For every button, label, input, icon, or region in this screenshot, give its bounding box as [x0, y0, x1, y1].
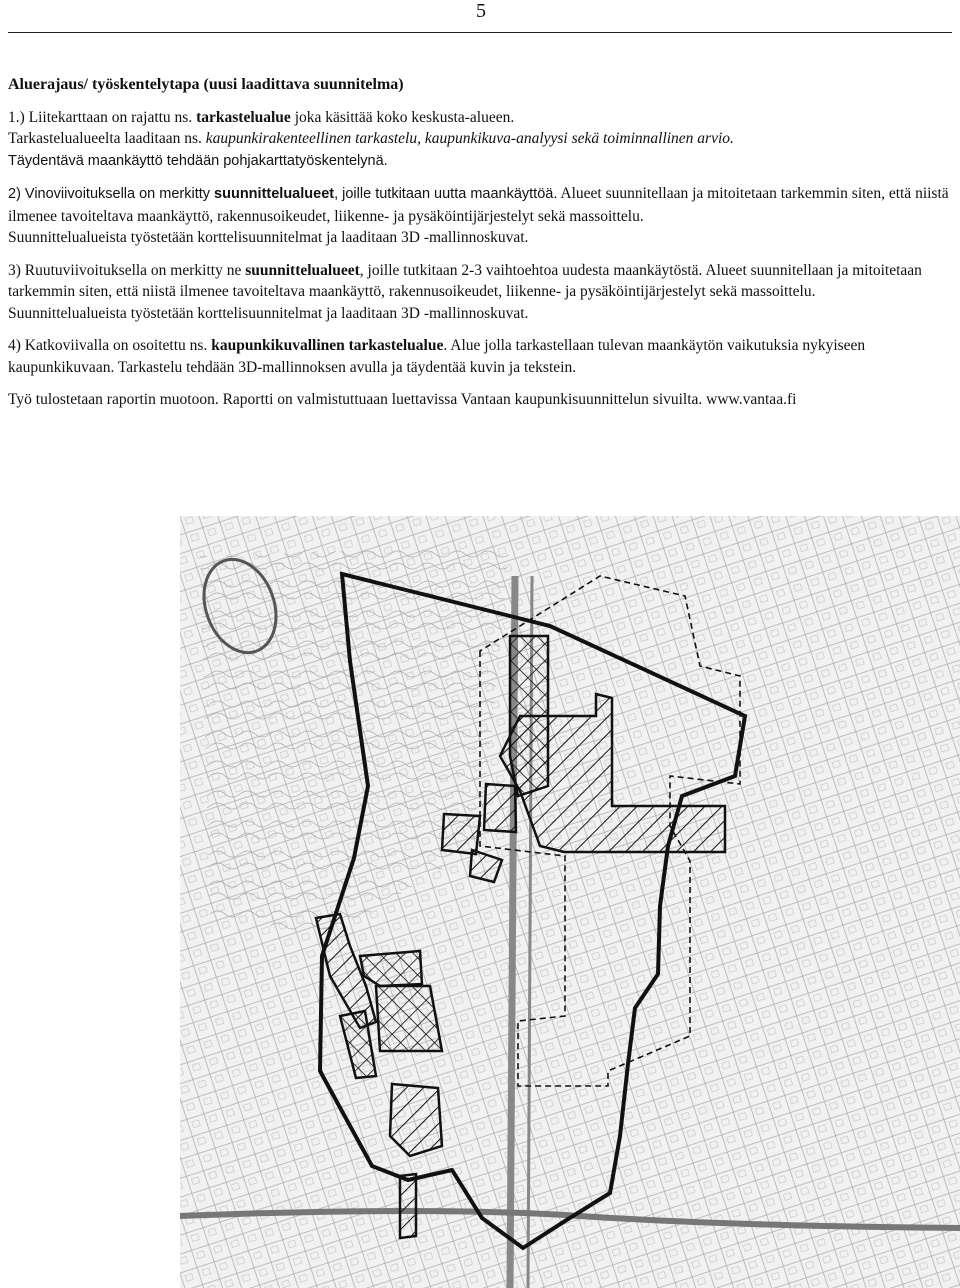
paragraph-5: [8, 389, 952, 411]
page-number: 5: [476, 0, 486, 22]
p3-text-a: 3) Ruutuviivoituksella on merkitty ne: [8, 261, 246, 279]
planning-area-hatched-2: [484, 784, 516, 832]
p4-term-kaupunkikuvallinen: kaupunkikuvallinen tarkastelualue: [211, 337, 444, 354]
paragraph-3: [8, 260, 952, 325]
p1-text-c: joka käsittää koko keskusta-alueen.: [290, 108, 515, 126]
p1-term-tarkastelualue: tarkastelualue: [196, 108, 291, 126]
p2-text-d: Alueet suunnitellaan ja mitoitetaan tarkemmin siten, että niistä ilmenee tavoiteltava maankäyttö, rakennusoikeudet, liikenne- ja pysäköintijärjestelyt sekä massoittelu.: [8, 185, 949, 225]
planning-area-crosshatch-1: [510, 636, 548, 796]
p2-term-suunnittelualueet: suunnittelualueet: [214, 186, 335, 202]
planning-area-crosshatch-3: [376, 986, 442, 1051]
planning-area-hatched-3: [442, 814, 480, 854]
section-heading: Aluerajaus/ työskentelytapa (uusi laadittava suunnitelma): [8, 76, 404, 93]
area-map: [180, 516, 960, 1288]
document-body: [8, 74, 952, 422]
p1-text-f: Täydentävä maankäyttö tehdään pohjakarttatyöskentelynä.: [8, 152, 388, 169]
p3-term-suunnittelualueet: suunnittelualueet: [245, 261, 360, 279]
p4-text-c: . Alue jolla tarkastellaan tulevan maankäytön vaikutuksia nykyiseen kaupunkikuvaan. Tarkastelu tehdään 3D-mallinnoksen avulla ja täydentää kuvin ja tekstein.: [8, 337, 866, 376]
header-rule: [8, 32, 952, 33]
planning-area-hatched-7: [400, 1174, 416, 1238]
p1-text-a: 1.) Liitekarttaan on rajattu ns.: [8, 108, 197, 126]
p4-text-a: 4) Katkoviivalla on osoitettu ns.: [8, 337, 212, 354]
p3-text-d: Suunnittelualueista työstetään korttelisuunnitelmat ja laaditaan 3D -mallinnoskuvat.: [8, 304, 529, 322]
p2-text-c: , joille tutkitaan uutta maankäyttöä.: [334, 186, 558, 202]
planning-area-crosshatch-2: [360, 951, 422, 986]
paragraph-2: [8, 183, 952, 249]
p1-italic-text: kaupunkirakenteellinen tarkastelu, kaupunkikuva-analyysi sekä toiminnallinen arvio.: [205, 130, 734, 147]
p2-text-a: 2) Vinoviivoituksella on merkitty: [8, 186, 215, 202]
p3-text-c: , joille tutkitaan 2-3 vaihtoehtoa uudesta maankäytöstä. Alueet suunnitellaan ja mitoitetaan tarkemmin siten, että niistä ilmenee tavoiteltava maankäyttö, rakennusoikeudet, liikenne- ja pysäköintijärjestelyt sekä massoittelu.: [8, 261, 922, 300]
planning-area-hatched-6: [390, 1084, 442, 1156]
p5-text-a: Työ tulostetaan raportin muotoon. Raportti on valmistuttuaan luettavissa Vantaan kaupunkisuunnittelun sivuilta. www.vantaa.fi: [8, 391, 797, 408]
p2-text-e: Suunnittelualueista työstetään korttelisuunnitelmat ja laaditaan 3D -mallinnoskuvat.: [8, 229, 529, 246]
paragraph-1: [8, 107, 952, 173]
p1-text-d: Tarkastelualueelta laaditaan ns.: [8, 130, 206, 147]
paragraph-4: [8, 335, 952, 378]
